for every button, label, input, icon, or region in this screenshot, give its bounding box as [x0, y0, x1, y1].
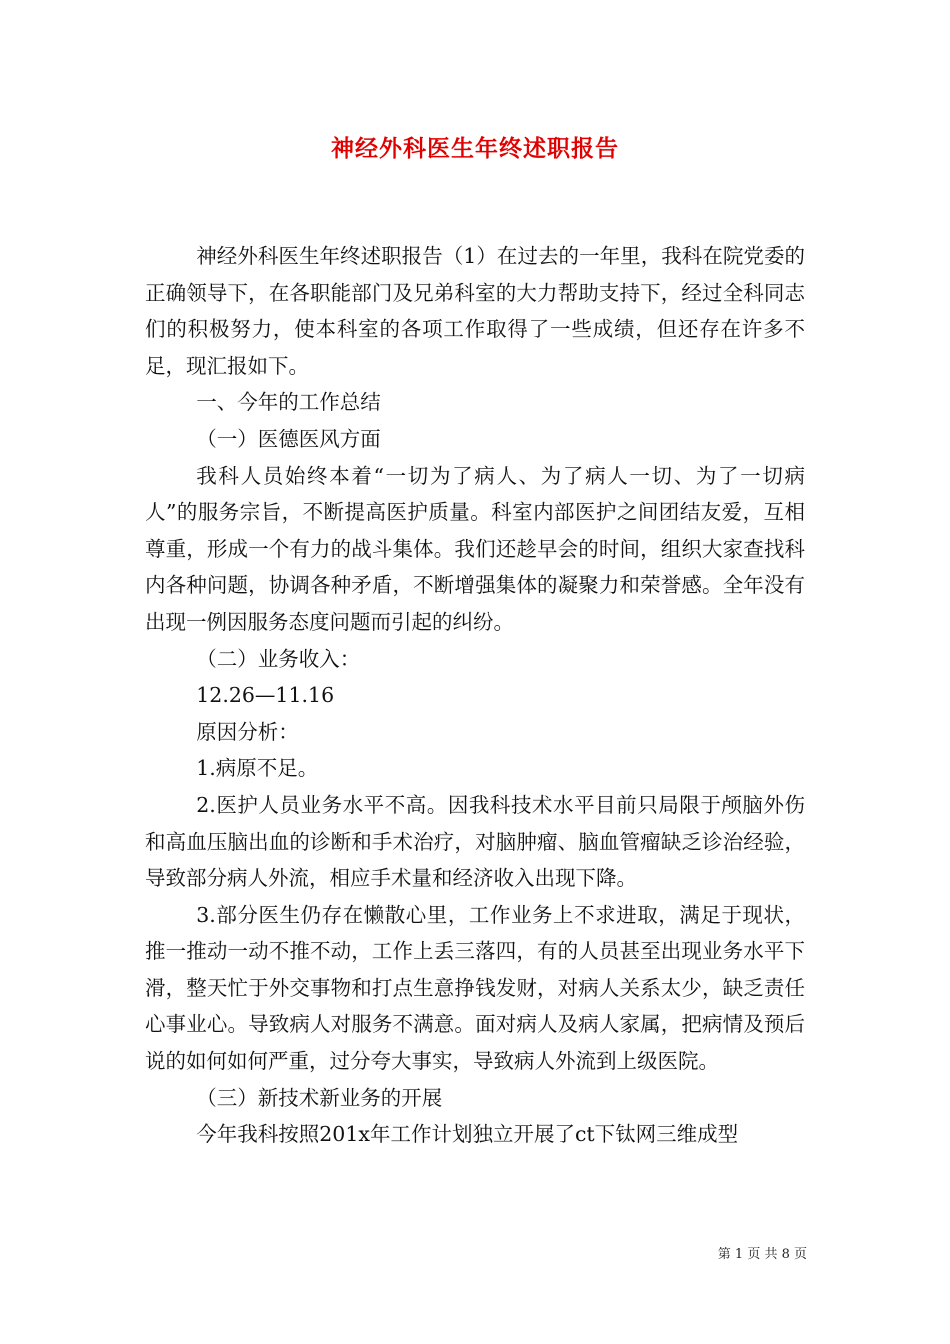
paragraph: 我科人员始终本着“一切为了病人、为了病人一切、为了一切病人”的服务宗旨，不断提高医护质量。科室内部医护之间团结友爱，互相尊重，形成一个有力的战斗集体。我们还趁早会的时间，组织大家查找科内各种问题，协调各种矛盾，不断增强集体的凝聚力和荣誉感。全年没有出现一例因服务态度问题而引起的纠纷。	[145, 463, 805, 634]
paragraph: 3.部分医生仍存在懒散心里，工作业务上不求进取，满足于现状，推一推动一动不推不动，工作上丢三落四，有的人员甚至出现业务水平下滑，整天忙于外交事物和打点生意挣钱发财，对病人关系太少，缺乏责任心事业心。导致病人对服务不满意。面对病人及病人家属，把病情及预后说的如何如何严重，过分夸大事实，导致病人外流到上级医院。	[145, 902, 805, 1074]
paragraph: 2.医护人员业务水平不高。因我科技术水平目前只局限于颅脑外伤和高血压脑出血的诊断和手术治疗，对脑肿瘤、脑血管瘤缺乏诊治经验，导致部分病人外流，相应手术量和经济收入出现下降。	[145, 792, 805, 891]
paragraph: 12.26—11.16	[196, 683, 335, 708]
paragraph: 神经外科医生年终述职报告（1）在过去的一年里，我科在院党委的正确领导下，在各职能部门及兄弟科室的大力帮助支持下，经过全科同志们的积极努力，使本科室的各项工作取得了一些成绩，但还存在许多不足，现汇报如下。	[145, 244, 805, 378]
paragraph: （三）新技术新业务的开展	[196, 1085, 443, 1110]
page-number: 第 1 页 共 8 页	[717, 1247, 807, 1262]
paragraph: 原因分析：	[196, 719, 299, 744]
paragraph: （一）医德医风方面	[196, 426, 381, 451]
paragraph: 今年我科按照201x年工作计划独立开展了ct下钛网三维成型	[196, 1122, 739, 1147]
paragraph: 1.病原不足。	[196, 756, 319, 781]
document-body	[145, 238, 805, 1153]
paragraph: （二）业务收入：	[196, 646, 361, 671]
page-title: 神经外科医生年终述职报告	[331, 135, 619, 162]
paragraph: 一、今年的工作总结	[196, 390, 381, 415]
